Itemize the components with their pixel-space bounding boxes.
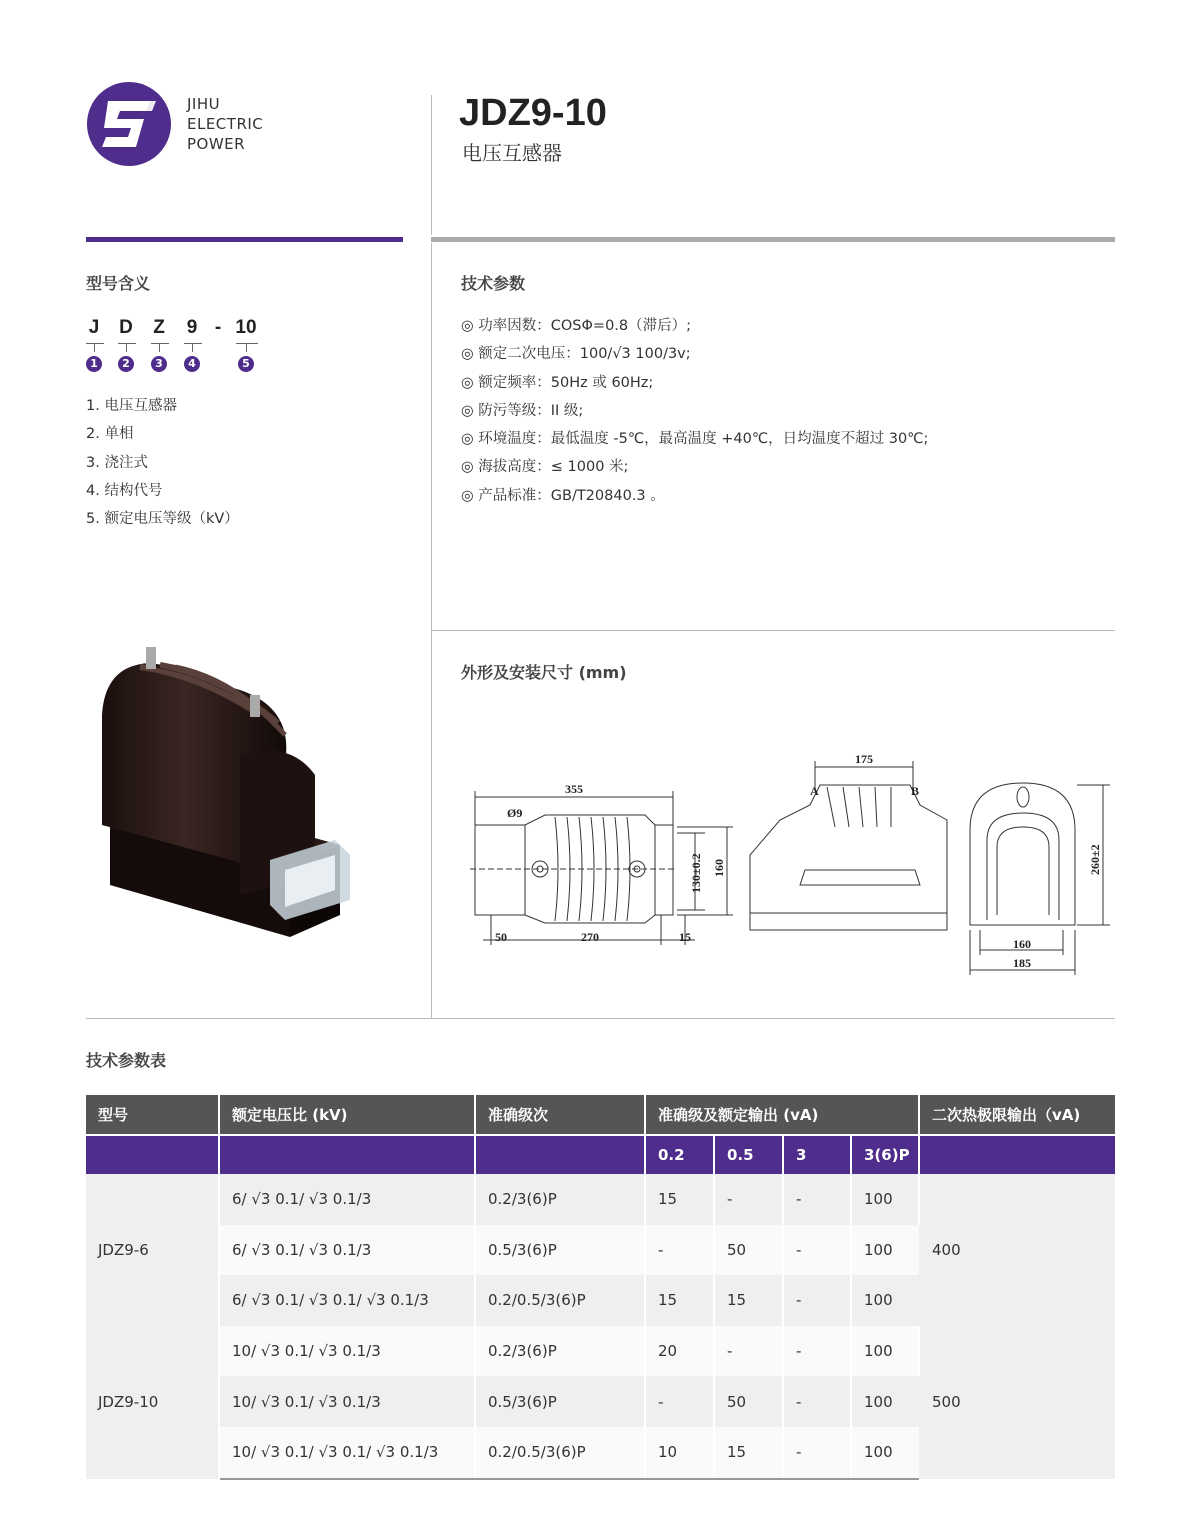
number-badge-1: 1 <box>86 356 102 372</box>
dim-label: 185 <box>1013 956 1031 970</box>
cell-v02: 10 <box>645 1427 714 1479</box>
cell-v02: 15 <box>645 1275 714 1326</box>
purple-header-bar <box>86 237 403 242</box>
number-badge-2: 2 <box>118 356 134 372</box>
code-tick-2 <box>126 344 127 352</box>
dimension-drawing <box>465 745 1115 985</box>
cell-v05: 50 <box>714 1376 783 1427</box>
table-row <box>86 1326 1115 1377</box>
header-ratio: 额定电压比 (kV) <box>219 1095 475 1135</box>
cell-v36p: 100 <box>851 1225 919 1276</box>
number-badge-5: 5 <box>238 356 254 372</box>
dim-label: 260±2 <box>1088 844 1102 875</box>
cell-v3: - <box>783 1225 851 1276</box>
cell-v05: - <box>714 1174 783 1225</box>
subheader-empty <box>475 1135 645 1174</box>
code-letter-10: 10 <box>235 317 257 338</box>
cell-ratio: 6/ √3 0.1/ √3 0.1/3 <box>219 1225 475 1276</box>
code-letter-j: J <box>88 317 100 338</box>
list-item: 2. 单相 <box>86 426 134 443</box>
model-meaning-list <box>86 392 239 533</box>
brand-line-3: POWER <box>187 135 246 153</box>
cell-ratio: 10/ √3 0.1/ √3 0.1/3 <box>219 1376 475 1427</box>
cell-v02: 15 <box>645 1174 714 1225</box>
list-item: 3. 浇注式 <box>86 454 148 471</box>
header-model: 型号 <box>86 1095 219 1135</box>
list-item: ◎ 环境温度：最低温度 -5℃，最高温度 +40℃，日均温度不超过 30℃; <box>461 431 929 448</box>
cell-v3: - <box>783 1326 851 1377</box>
number-badge-4: 4 <box>184 356 200 372</box>
cell-v3: - <box>783 1275 851 1326</box>
table-divider <box>86 1018 1115 1019</box>
cell-v05: 15 <box>714 1427 783 1479</box>
dim-label: 175 <box>855 752 873 766</box>
company-logo <box>86 81 172 167</box>
table-title: 技术参数表 <box>86 1051 167 1070</box>
cell-accuracy: 0.2/0.5/3(6)P <box>475 1275 645 1326</box>
code-tick-3 <box>159 344 160 352</box>
dim-label: 15 <box>679 930 691 944</box>
header-accuracy: 准确级次 <box>475 1095 645 1135</box>
cell-thermal: 400 <box>919 1174 1115 1326</box>
cell-ratio: 10/ √3 0.1/ √3 0.1/ √3 0.1/3 <box>219 1427 475 1479</box>
cell-accuracy: 0.5/3(6)P <box>475 1225 645 1276</box>
cell-v05: - <box>714 1326 783 1377</box>
dim-label: 160 <box>712 859 726 877</box>
cell-ratio: 10/ √3 0.1/ √3 0.1/3 <box>219 1326 475 1377</box>
cell-v3: - <box>783 1427 851 1479</box>
cell-v05: 15 <box>714 1275 783 1326</box>
cell-v3: - <box>783 1174 851 1225</box>
page-title: JDZ9-10 <box>459 92 607 134</box>
dim-label: A <box>810 784 819 798</box>
list-item: 1. 电压互感器 <box>86 398 177 414</box>
cell-model: JDZ9-6 <box>86 1174 219 1326</box>
cell-ratio: 6/ √3 0.1/ √3 0.1/3 <box>219 1174 475 1225</box>
number-badge-3: 3 <box>151 356 167 372</box>
header-output: 准确级及额定输出 (vA) <box>645 1095 919 1135</box>
cell-v3: - <box>783 1376 851 1427</box>
cell-v36p: 100 <box>851 1275 919 1326</box>
cell-v36p: 100 <box>851 1376 919 1427</box>
subheader-3: 3 <box>783 1135 851 1174</box>
cell-v05: 50 <box>714 1225 783 1276</box>
code-letter-dash: - <box>214 317 222 338</box>
list-item: ◎ 海拔高度：≤ 1000 米; <box>461 459 629 476</box>
cell-v02: 20 <box>645 1326 714 1377</box>
subheader-empty <box>86 1135 219 1174</box>
cell-ratio: 6/ √3 0.1/ √3 0.1/ √3 0.1/3 <box>219 1275 475 1326</box>
subheader-0-5: 0.5 <box>714 1135 783 1174</box>
table-row <box>86 1174 1115 1225</box>
spec-table <box>86 1095 1115 1480</box>
list-item: 4. 结构代号 <box>86 482 163 499</box>
list-item: 5. 额定电压等级（kV） <box>86 511 239 528</box>
cell-v02: - <box>645 1376 714 1427</box>
code-tick-4 <box>192 344 193 352</box>
subheader-empty <box>219 1135 475 1174</box>
tech-params-list <box>461 312 928 510</box>
code-letter-9: 9 <box>186 317 198 338</box>
code-tick-1 <box>94 344 95 352</box>
code-letter-z: Z <box>153 317 165 338</box>
cell-v02: - <box>645 1225 714 1276</box>
dims-divider <box>431 630 1115 631</box>
subheader-0-2: 0.2 <box>645 1135 714 1174</box>
header-thermal: 二次热极限输出（vA) <box>919 1095 1115 1135</box>
cell-accuracy: 0.2/0.5/3(6)P <box>475 1427 645 1479</box>
cell-v36p: 100 <box>851 1174 919 1225</box>
dimensions-title: 外形及安装尺寸 (mm) <box>461 663 627 682</box>
cell-accuracy: 0.5/3(6)P <box>475 1376 645 1427</box>
code-underline-5 <box>236 343 258 344</box>
code-underline-4 <box>184 343 202 344</box>
model-meaning-title: 型号含义 <box>86 274 151 293</box>
gray-header-bar <box>431 237 1115 242</box>
list-item: ◎ 功率因数：COSΦ=0.8（滞后）; <box>461 318 692 334</box>
dim-label: 130±0.2 <box>689 853 703 893</box>
code-underline-1 <box>86 343 104 344</box>
brand-line-2: ELECTRIC <box>187 115 264 133</box>
dim-label: 160 <box>1013 937 1031 951</box>
cell-accuracy: 0.2/3(6)P <box>475 1174 645 1225</box>
cell-v36p: 100 <box>851 1427 919 1479</box>
dim-label: 50 <box>495 930 507 944</box>
brand-name <box>187 94 263 154</box>
cell-accuracy: 0.2/3(6)P <box>475 1326 645 1377</box>
product-photo <box>90 645 360 940</box>
code-underline-2 <box>118 343 136 344</box>
subheader-empty <box>919 1135 1115 1174</box>
dim-label: B <box>911 784 920 798</box>
column-divider <box>431 243 432 1019</box>
cell-v36p: 100 <box>851 1326 919 1377</box>
header-divider <box>431 95 432 235</box>
list-item: ◎ 额定二次电压：100/√3 100/3v; <box>461 346 691 363</box>
list-item: ◎ 额定频率：50Hz 或 60Hz; <box>461 374 654 391</box>
brand-line-1: JIHU <box>187 95 221 113</box>
cell-thermal: 500 <box>919 1326 1115 1479</box>
dim-label: 270 <box>581 930 599 944</box>
code-letter-d: D <box>119 317 133 338</box>
tech-params-title: 技术参数 <box>461 274 526 293</box>
code-tick-5 <box>246 344 247 352</box>
dim-label: 355 <box>565 782 583 796</box>
list-item: ◎ 产品标准：GB/T20840.3 。 <box>461 487 665 504</box>
page-subtitle: 电压互感器 <box>462 141 562 165</box>
code-underline-3 <box>151 343 169 344</box>
cell-model: JDZ9-10 <box>86 1326 219 1479</box>
dim-label: Ø9 <box>507 806 523 820</box>
subheader-36p: 3(6)P <box>851 1135 919 1174</box>
list-item: ◎ 防污等级：II 级; <box>461 402 584 419</box>
